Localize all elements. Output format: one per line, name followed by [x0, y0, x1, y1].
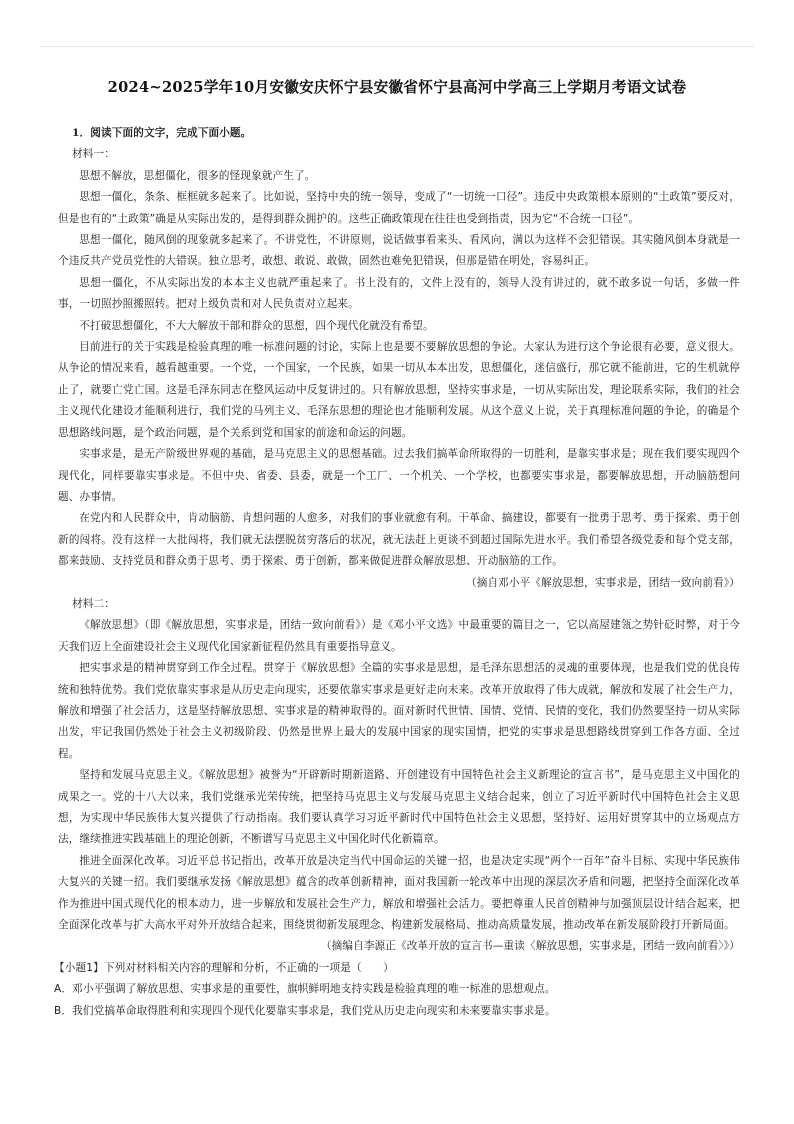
- answer-option-a: A．邓小平强调了解放思想、实事求是的重要性，旗帜鲜明地支持实践是检验真理的唯一标准的思想观点。: [54, 983, 556, 996]
- material-label: 材料二：: [72, 597, 115, 610]
- paragraph: 实事求是，是无产阶级世界观的基础，是马克思主义的思想基础。过去我们搞革命所取得的一切胜利，是靠实事求是；现在我们要实现四个现代化，同样要靠实事求是。不但中央、省委、县委，就是一个工厂、一个机关、一个学校，也都要实事求是，都要解放思想，开动脑筋想问题、办事情。: [58, 448, 740, 503]
- paragraph: 思想一僵化，不从实际出发的本本主义也就严重起来了。书上没有的，文件上没有的，领导人没有讲过的，就不敢多说一句话，多做一件事，一切照抄照搬照转。把对上级负责和对人民负责对立起来。: [58, 276, 740, 311]
- question-instruction: 1．阅读下面的文字，完成下面小题。: [72, 127, 252, 139]
- source-citation: （摘自邓小平《解放思想，实事求是，团结一致向前看》）: [465, 576, 740, 589]
- paragraph: 推进全面深化改革。习近平总书记指出，改革开放是决定当代中国命运的关键一招，也是决定实现“两个一百年”奋斗目标、实现中华民族伟大复兴的关键一招。我们要继承发扬《解放思想》蕴含的改革创新精神，面对我国新一轮改革中出现的深层次矛盾和问题，把坚持全面深化改革作为推进中国式现代化的根本动力，进一步解放和发展社会生产力，解放和增强社会活力。要把尊重人民首创精神与加强顶层设计结合起来，把全面深化改革与扩大高水平对外开放结合起来，围绕贯彻新发展理念、构建新发展格局、推动高质量发展，推动改革在新发展阶段打开新局面。: [58, 854, 740, 932]
- paragraph: 在党内和人民群众中，肯动脑筋、肯想问题的人愈多，对我们的事业就愈有利。干革命、搞建设，都要有一批勇于思考、勇于探索、勇于创新的闯将。没有这样一大批闯将，我们就无法摆脱贫穷落后的状况，就无法赶上更谈不到超过国际先进水平。我们希望各级党委和每个党支部，都来鼓励、支持党员和群众勇于思考、勇于探索、勇于创新，都来做促进群众解放思想、开动脑筋的工作。: [58, 512, 740, 568]
- paragraph: 思想一僵化，随风倒的现象就多起来了。不讲党性，不讲原则，说话做事看来头、看风向，满以为这样不会犯错误。其实随风倒本身就是一个违反共产党员党性的大错误。独立思考，敢想、敢说、敢做，固然也难免犯错误，但那是错在明处，容易纠正。: [58, 234, 740, 268]
- source-citation: （摘编自李源正《改革开放的宣言书—重读〈解放思想，实事求是，团结一致向前看〉》）: [320, 940, 740, 953]
- answer-option-b: B．我们党搞革命取得胜利和实现四个现代化要靠实事求是，我们党从历史走向现实和未来要靠实事求是。: [54, 1004, 556, 1017]
- paragraph: 目前进行的关于实践是检验真理的唯一标准问题的讨论，实际上也是要不要解放思想的争论。大家认为进行这个争论很有必要，意义很大。从争论的情况来看，越看越重要。一个党，一个国家，一个民族，如果一切从本本出发，思想僵化，迷信盛行，那它就不能前进，它的生机就停止了，就要亡党亡国。这是毛泽东同志在整风运动中反复讲过的。只有解放思想，坚持实事求是，一切从实际出发，理论联系实际，我们的社会主义现代化建设才能顺利进行，我们党的马列主义、毛泽东思想的理论也才能顺利发展。从这个意义上说，关于真理标准问题的争论，的确是个思想路线问题，是个政治问题，是个关系到党和国家的前途和命运的问题。: [58, 341, 740, 439]
- document-body: [54, 123, 740, 1022]
- paragraph: 思想一僵化，条条、框框就多起来了。比如说，坚持中央的统一领导，变成了“一切统一口径”。违反中央政策根本原则的“土政策”要反对，但是也有的“土政策”确是从实际出发的，是得到群众拥护的。这些正确政策现在往往也受到指责，因为它“不合统一口径”。: [58, 191, 740, 225]
- paragraph: 《解放思想》（即《解放思想，实事求是，团结一致向前看》）是《邓小平文选》中最重要的篇目之一，它以高屋建瓴之势针砭时弊，对于今天我们迈上全面建设社会主义现代化国家新征程仍然具有重要指导意义。: [58, 619, 740, 653]
- page-title: 2024~2025学年10月安徽安庆怀宁县安徽省怀宁县高河中学高三上学期月考语文试卷: [107, 79, 687, 96]
- paragraph: 把实事求是的精神贯穿到工作全过程。贯穿于《解放思想》全篇的实事求是思想，是毛泽东思想活的灵魂的重要体现，也是我们党的优良传统和独特优势。我们党依靠实事求是从历史走向现实，还要依靠实事求是更好走向未来。改革开放取得了伟大成就，解放和发展了社会生产力，解放和增强了社会活力，这是坚持解放思想、实事求是的精神取得的。面对新时代世情、国情、党情、民情的变化，我们仍然要坚持一切从实际出发，牢记我国仍然处于社会主义初级阶段、仍然是世界上最大的发展中国家的现实国情，把党的实事求是思想路线贯穿到工作各方面、全过程。: [58, 662, 740, 760]
- material-label: 材料一：: [72, 148, 115, 161]
- paragraph: 坚持和发展马克思主义。《解放思想》被誉为“开辟新时期新道路、开创建设有中国特色社会主义新理论的宣言书”，是马克思主义中国化的成果之一。党的十八大以来，我们党继承光荣传统，把坚持马克思主义与发展马克思主义结合起来，创立了习近平新时代中国特色社会主义思想，为实现中华民族伟大复兴提供了行动指南。我们要认真学习习近平新时代中国特色社会主义思想，坚持好、运用好贯穿其中的立场观点方法，继续推进实践基础上的理论创新，不断谱写马克思主义中国化时代化新篇章。: [58, 769, 740, 846]
- paragraph: 不打破思想僵化，不大大解放干部和群众的思想，四个现代化就没有希望。: [79, 319, 434, 332]
- paragraph: 思想不解放，思想僵化，很多的怪现象就产生了。: [79, 169, 316, 182]
- subquestion-stem: 【小题1】下列对材料相关内容的理解和分析，不正确的一项是（ ）: [54, 961, 394, 974]
- header-divider: [40, 46, 754, 47]
